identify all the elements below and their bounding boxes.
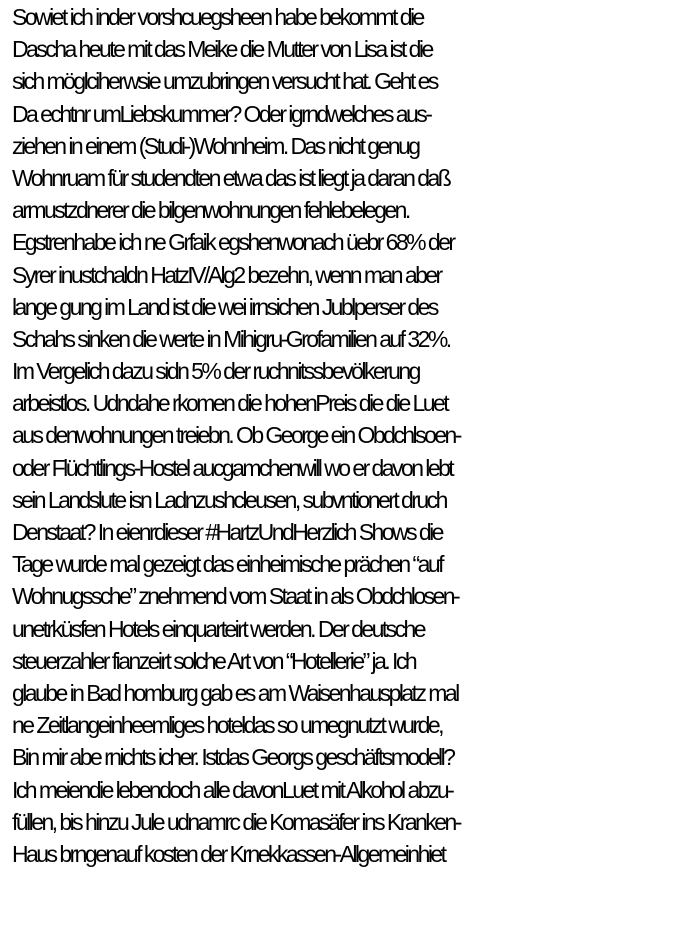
text-line: sich möglciherwsie umzubringen versucht hat. Geht es — [12, 68, 437, 95]
text-line: aus denwohnungen treiebn. Ob George ein Obdchlsoen- — [12, 422, 460, 449]
text-line: Haus brngenauf kosten der Krnekkassen-Allgemeinhiet — [12, 840, 445, 867]
text-line: Da echtnr umLiebskummer? Oder igrndwelches aus- — [12, 100, 431, 127]
text-line: ne Zeitlangeinheemliges hoteldas so umegnutzt wurde, — [12, 712, 442, 739]
text-line: arbeistlos. Udndahe rkomen die hohenPreis die die Luet — [12, 390, 448, 417]
text-line: Tage wurde mal gezeigt das einheimische prächen “auf — [12, 551, 442, 578]
text-line: armustzdnerer die bilgenwohnungen fehlebelegen. — [12, 197, 409, 224]
text-line: oder Flüchtlings-Hostel aucgamchenwill wo er davon lebt — [12, 454, 453, 481]
text-line: Dascha heute mit das Meike die Mutter von Lisa ist die — [12, 36, 432, 63]
text-line: Egstrenhabe ich ne Grfaik egshenwonach üebr 68% der — [12, 229, 454, 256]
text-line: Im Vergelich dazu sidn 5% der ruchnitssbevölkerung — [12, 358, 419, 385]
text-line: Ich meiendie lebendoch alle davonLuet mit Alkohol abzu- — [12, 776, 453, 803]
text-line: lange gung im Land ist die wei irnsichen Jublperser des — [12, 293, 437, 320]
body-text — [12, 1, 684, 870]
text-line: Schahs sinken die werte in Mihigru-Grofamilien auf 32%. — [12, 325, 450, 352]
text-line: Wohnugssche” znehmend vom Staat in als Obdchlosen- — [12, 583, 459, 610]
text-line: steuerzahler fianzeirt solche Art von “Hotellerie” ja. Ich — [12, 647, 416, 674]
text-line: unetrküsfen Hotels einquarteirt werden. Der deutsche — [12, 615, 425, 642]
text-line: glaube in Bad homburg gab es am Waisenhausplatz mal — [12, 679, 458, 706]
text-line: Denstaat? In eienrdieser #HartzUndHerzlich Shows die — [12, 519, 442, 545]
text-line: Bin mir abe rnichts icher. Istdas Georgs geschäftsmodell? — [12, 744, 454, 771]
text-line: sein Landslute isn Ladnzushcleusen, subvntionert druch — [12, 486, 446, 513]
text-line: Wohnruam für studendten etwa das ist liegt ja daran daß — [12, 164, 450, 191]
text-line: füllen, bis hinzu Jule udnamrc die Komasäfer ins Kranken- — [12, 808, 460, 835]
text-line: Sowiet ich inder vorshcuegsheen habe bekommt die — [12, 4, 423, 30]
text-line: ziehen in einem (Studi-)Wohnheim. Das nicht genug — [12, 132, 419, 159]
text-line: Syrer inustchaldn HatzIV/Alg2 bezehn, wenn man aber — [12, 261, 441, 288]
